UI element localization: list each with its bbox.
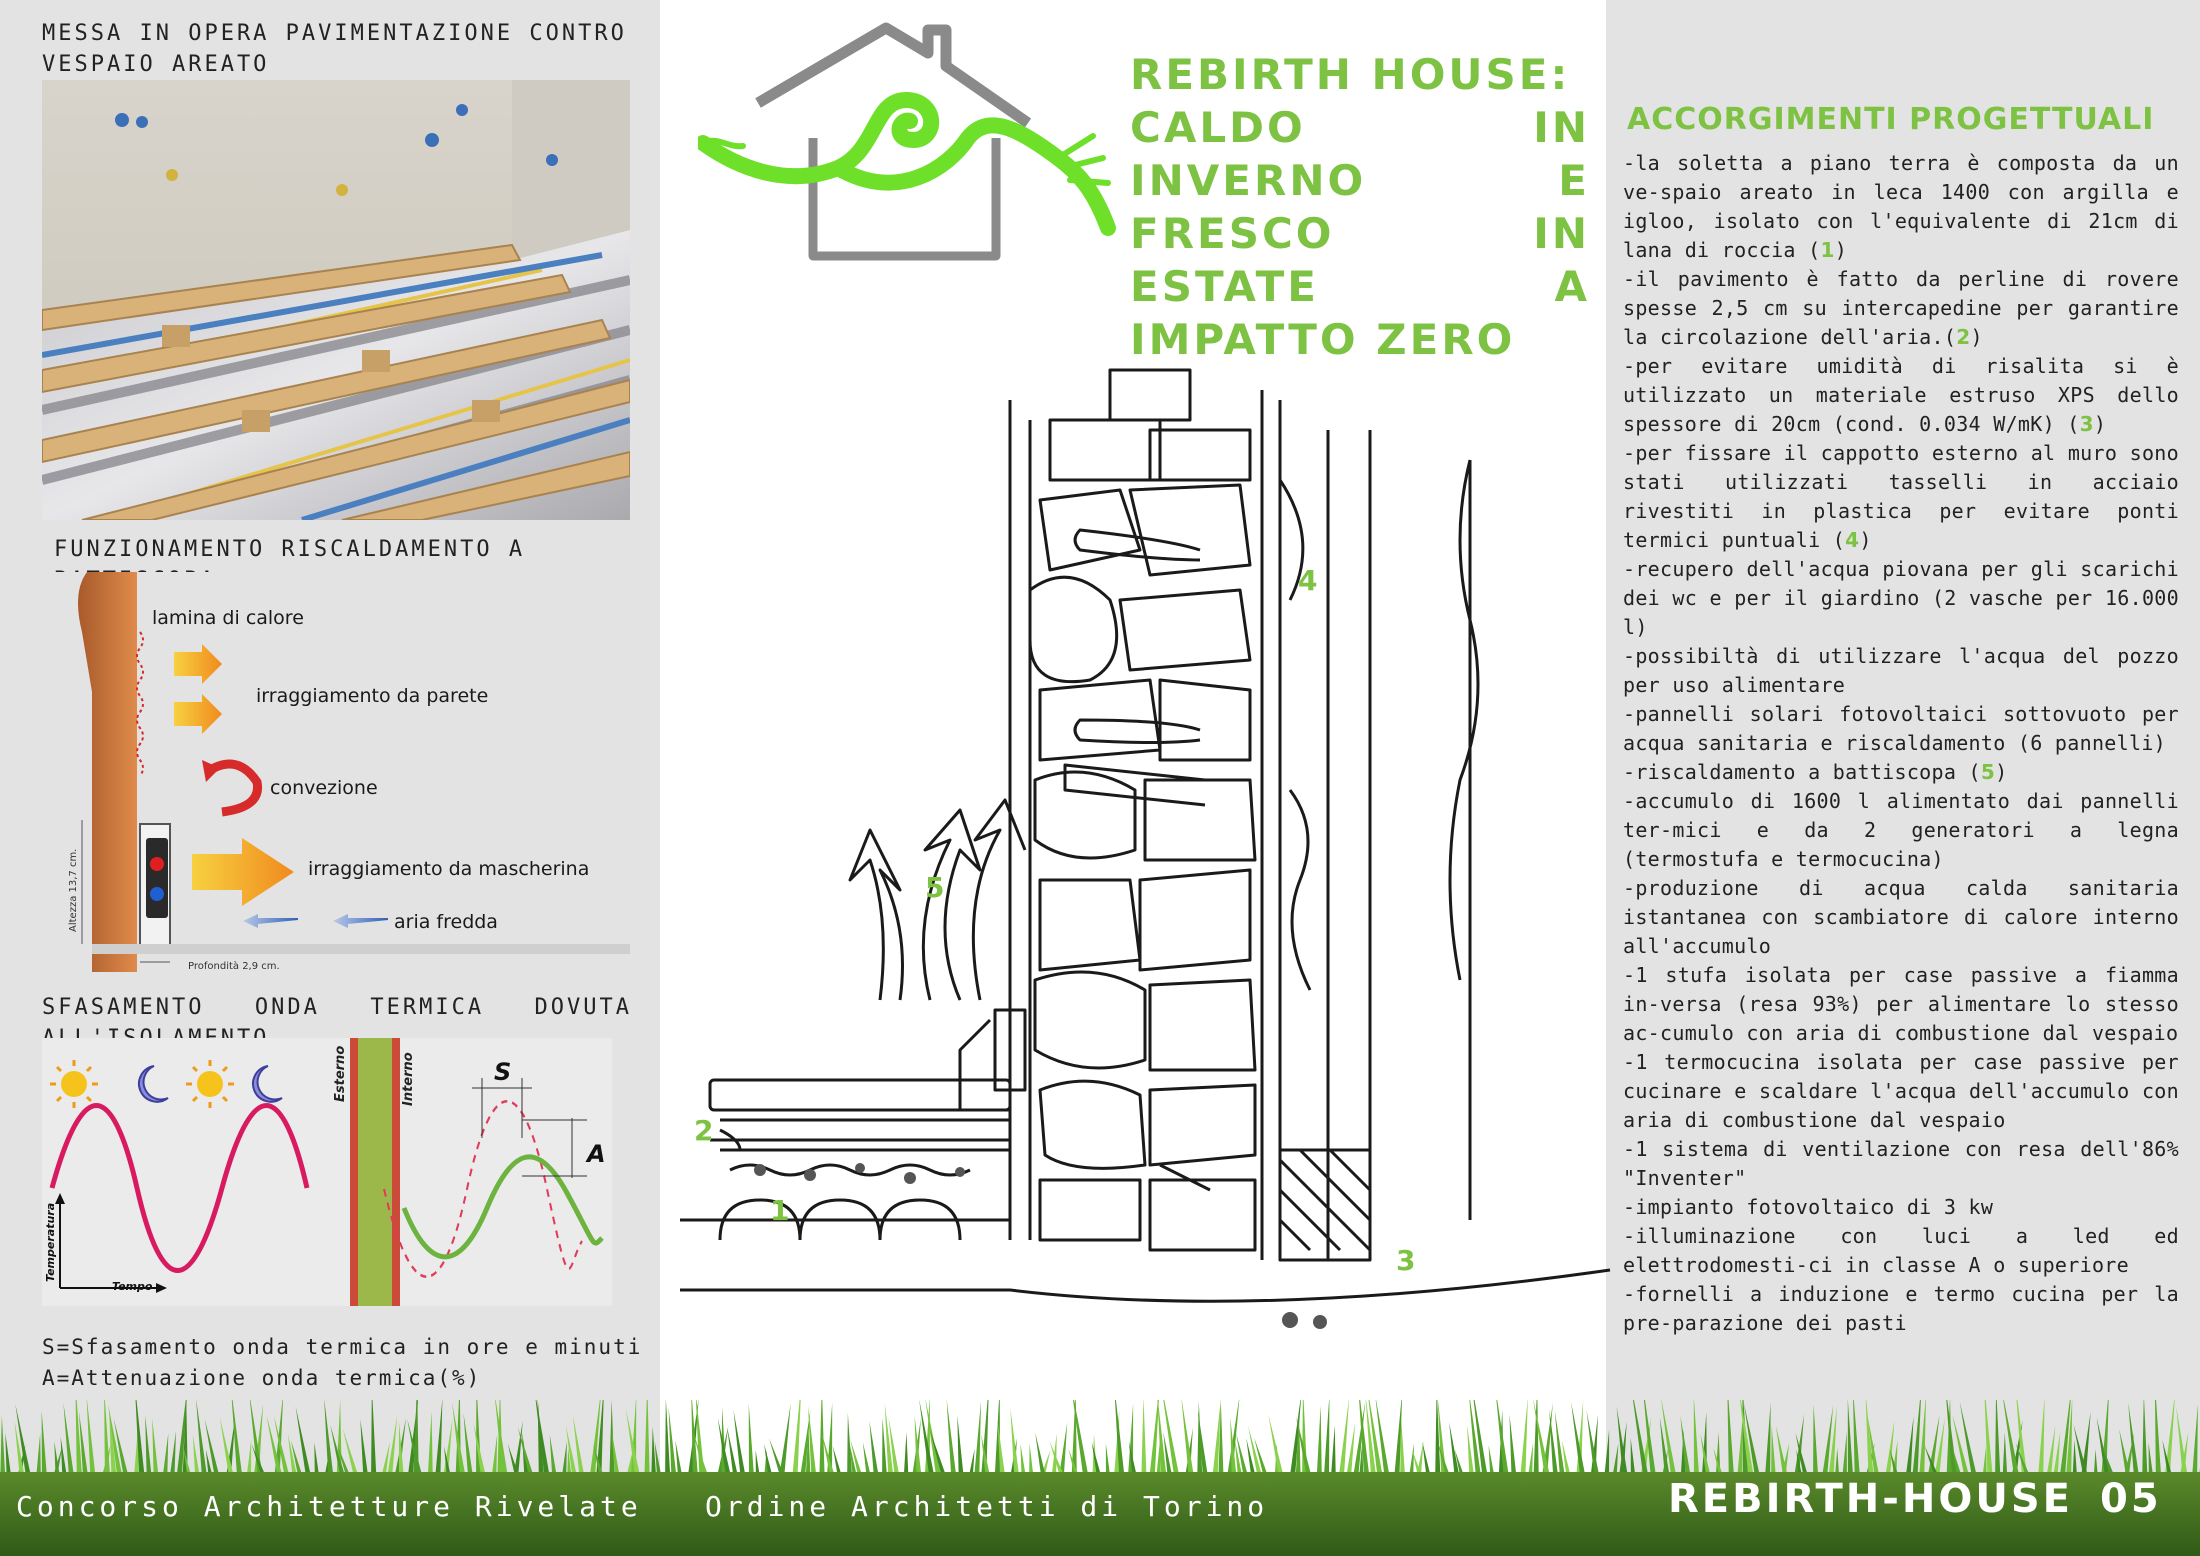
label-esterno: Esterno xyxy=(333,1045,348,1102)
feature-number: 5 xyxy=(1980,760,1996,784)
feature-item xyxy=(1623,555,2179,642)
moon-icon xyxy=(253,1066,282,1102)
feature-text: -impianto fotovoltaico di 3 kw xyxy=(1623,1195,1994,1219)
label-tempo: Tempo xyxy=(112,1280,153,1293)
feature-item xyxy=(1623,1280,2179,1338)
feature-item xyxy=(1623,961,2179,1048)
footer-contest: Concorso Architetture Rivelate xyxy=(16,1490,642,1523)
rebirth-house-logo xyxy=(698,18,1118,268)
feature-tail: ) xyxy=(1859,528,1872,552)
feature-text: -accumulo di 1600 l alimentato dai pannelli ter-mici e da 2 generatori a legna (termostufa e termocucina) xyxy=(1623,789,2179,871)
feature-item xyxy=(1623,439,2179,555)
feature-text: -1 termocucina isolata per case passive per cucinare e scaldare l'acqua dell'accumulo con aria di combustione dal vespaio xyxy=(1623,1050,2179,1132)
feature-item xyxy=(1623,874,2179,961)
feature-text: -riscaldamento a battiscopa ( xyxy=(1623,760,1981,784)
footer-order: Ordine Architetti di Torino xyxy=(705,1490,1269,1523)
title-line: REBIRTH HOUSE: xyxy=(1130,50,1571,99)
feature-text: -pannelli solari fotovoltaici sottovuoto per acqua sanitaria e riscaldamento (6 pannelli) xyxy=(1623,702,2179,755)
feature-text: -possibiltà di utilizzare l'acqua del pozzo per uso alimentare xyxy=(1623,644,2179,697)
feature-item xyxy=(1623,352,2179,439)
feature-item xyxy=(1623,265,2179,352)
sun-icon xyxy=(50,1060,98,1108)
wave-legend xyxy=(42,1332,642,1394)
feature-item xyxy=(1623,149,2179,265)
label-irr-mascherina: irraggiamento da mascherina xyxy=(308,858,590,880)
feature-text: -la soletta a piano terra è composta da un ve-spaio areato in leca 1400 con argilla e igloo, isolato con l'equivalente di 21cm di lana di roccia ( xyxy=(1623,151,2179,262)
feature-text: -1 stufa isolata per case passive a fiamma in-versa (resa 93%) per alimentare lo stesso ac-cumulo con aria di combustione dal vespaio xyxy=(1623,963,2179,1045)
section-number: 5 xyxy=(925,871,945,904)
heat-arrow-icon xyxy=(174,694,222,734)
label-lamina: lamina di calore xyxy=(152,607,304,629)
feature-item xyxy=(1623,642,2179,700)
section-number: 3 xyxy=(1396,1244,1416,1277)
legend-a: A=Attenuazione onda termica(%) xyxy=(42,1366,482,1390)
feature-tail: ) xyxy=(1970,325,1983,349)
thermal-wave-diagram xyxy=(42,1038,612,1306)
label-irr-parete: irraggiamento da parete xyxy=(256,685,489,707)
mask-radiation-arrow-icon xyxy=(192,838,294,906)
section-number: 2 xyxy=(694,1114,714,1147)
label-convezione: convezione xyxy=(270,777,378,799)
legend-s: S=Sfasamento onda termica in ore e minuti xyxy=(42,1335,643,1359)
label-s: S xyxy=(494,1058,512,1086)
footer-brand: REBIRTH-HOUSE xyxy=(1668,1476,2073,1522)
label-profondita: Profondità 2,9 cm. xyxy=(188,961,280,972)
label-altezza: Altezza 13,7 cm. xyxy=(68,848,79,932)
feature-text: -il pavimento è fatto da perline di rovere spesse 2,5 cm su intercapedine per garantire la circolazione dell'aria.( xyxy=(1623,267,2179,349)
main-title xyxy=(1130,48,1590,366)
label-interno: Interno xyxy=(401,1052,416,1106)
moon-icon xyxy=(139,1066,168,1102)
feature-text: -recupero dell'acqua piovana per gli scarichi dei wc e per il giardino (2 vasche per 16.000 l) xyxy=(1623,557,2179,639)
label-a: A xyxy=(587,1140,606,1168)
floor-construction-photo xyxy=(42,80,630,520)
feature-tail: ) xyxy=(1834,238,1848,262)
feature-text: -fornelli a induzione e termo cucina per la pre-parazione dei pasti xyxy=(1623,1282,2179,1335)
caption-wave: SFASAMENTO ONDA TERMICA DOVUTA xyxy=(42,995,632,1020)
section-number: 4 xyxy=(1298,564,1318,597)
feature-item xyxy=(1623,1193,2179,1222)
label-temperatura: Temperatura xyxy=(44,1202,57,1282)
feature-tail: ) xyxy=(2093,412,2107,436)
feature-item xyxy=(1623,1135,2179,1193)
baseboard-heating-diagram xyxy=(42,572,630,980)
feature-text: -illuminazione con luci a led ed elettrodomesti-ci in classe A o superiore xyxy=(1623,1224,2179,1277)
feature-item xyxy=(1623,1222,2179,1280)
feature-item xyxy=(1623,1048,2179,1135)
heat-arrow-icon xyxy=(174,644,222,684)
feature-item xyxy=(1623,787,2179,874)
feature-number: 4 xyxy=(1845,528,1860,552)
feature-text: -per fissare il cappotto esterno al muro sono stati utilizzati tasselli in acciaio rivestiti in plastica per evitare ponti termici puntuali ( xyxy=(1623,441,2179,552)
feature-text: -per evitare umidità di risalita si è utilizzato un materiale estruso XPS dello spessore di 20cm (cond. 0.034 W/mK) ( xyxy=(1623,354,2179,436)
title-line: CALDO IN INVERNO E xyxy=(1130,103,1590,205)
page-number: 05 xyxy=(2100,1476,2162,1522)
feature-item xyxy=(1623,700,2179,758)
feature-number: 2 xyxy=(1956,325,1971,349)
title-line: FRESCO IN ESTATE A xyxy=(1130,209,1590,311)
design-features-list xyxy=(1623,149,2179,1338)
caption-heating: FUNZIONAMENTO RISCALDAMENTO A xyxy=(54,537,526,562)
feature-number: 1 xyxy=(1820,238,1835,262)
feature-text: -produzione di acqua calda sanitaria istantanea con scambiatore di calore interno all'accumulo xyxy=(1623,876,2179,958)
caption-floor: MESSA IN OPERA PAVIMENTAZIONE CONTRO VESPAIO AREATO xyxy=(42,21,627,77)
title-line: IMPATTO ZERO xyxy=(1130,315,1516,364)
wall-section-sketch xyxy=(680,360,1620,1350)
right-title: ACCORGIMENTI PROGETTUALI xyxy=(1627,102,2155,137)
section-number: 1 xyxy=(770,1194,790,1227)
sun-icon xyxy=(186,1060,234,1108)
feature-text: -1 sistema di ventilazione con resa dell'86% "Inventer" xyxy=(1623,1137,2179,1190)
label-aria-fredda: aria fredda xyxy=(394,911,498,933)
feature-item xyxy=(1623,758,2179,787)
feature-tail: ) xyxy=(1995,760,2008,784)
feature-number: 3 xyxy=(2079,412,2094,436)
